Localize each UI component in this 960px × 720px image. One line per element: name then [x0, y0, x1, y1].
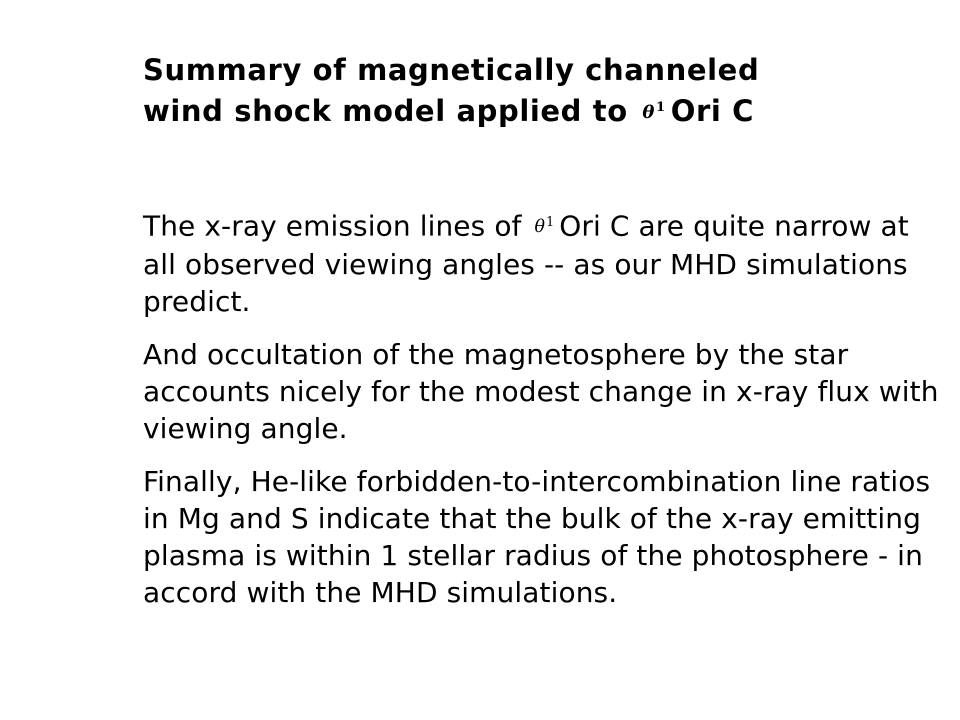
title-superscript: 1 — [656, 100, 666, 115]
paragraph-2: And occultation of the magnetosphere by the star accounts nicely for the modest change in x-ray flux with viewing angle. — [143, 338, 939, 446]
slide-body — [143, 203, 943, 627]
paragraph-1-rest: Ori C are quite narrow at all observed viewing angles -- as our MHD simulations predict. — [143, 209, 909, 319]
slide-title — [143, 52, 903, 131]
title-line-2-prefix: wind shock model applied to — [143, 93, 628, 128]
title-theta-symbol: θ — [642, 101, 656, 123]
paragraph-1-theta-symbol: θ — [534, 217, 546, 238]
paragraph-1-prefix: The x-ray emission lines of — [143, 209, 522, 243]
paragraph-3: Finally, He-like forbidden-to-intercombination line ratios in Mg and S indicate that the bulk of the x-ray emitting plasma is within 1 stellar radius of the photosphere - in accord with the MHD simulations. — [143, 465, 931, 610]
paragraph-1-superscript: 1 — [546, 214, 555, 229]
title-line-1: Summary of magnetically channeled — [143, 53, 760, 87]
title-suffix: Ori C — [670, 93, 754, 128]
paragraph-1 — [143, 203, 943, 320]
